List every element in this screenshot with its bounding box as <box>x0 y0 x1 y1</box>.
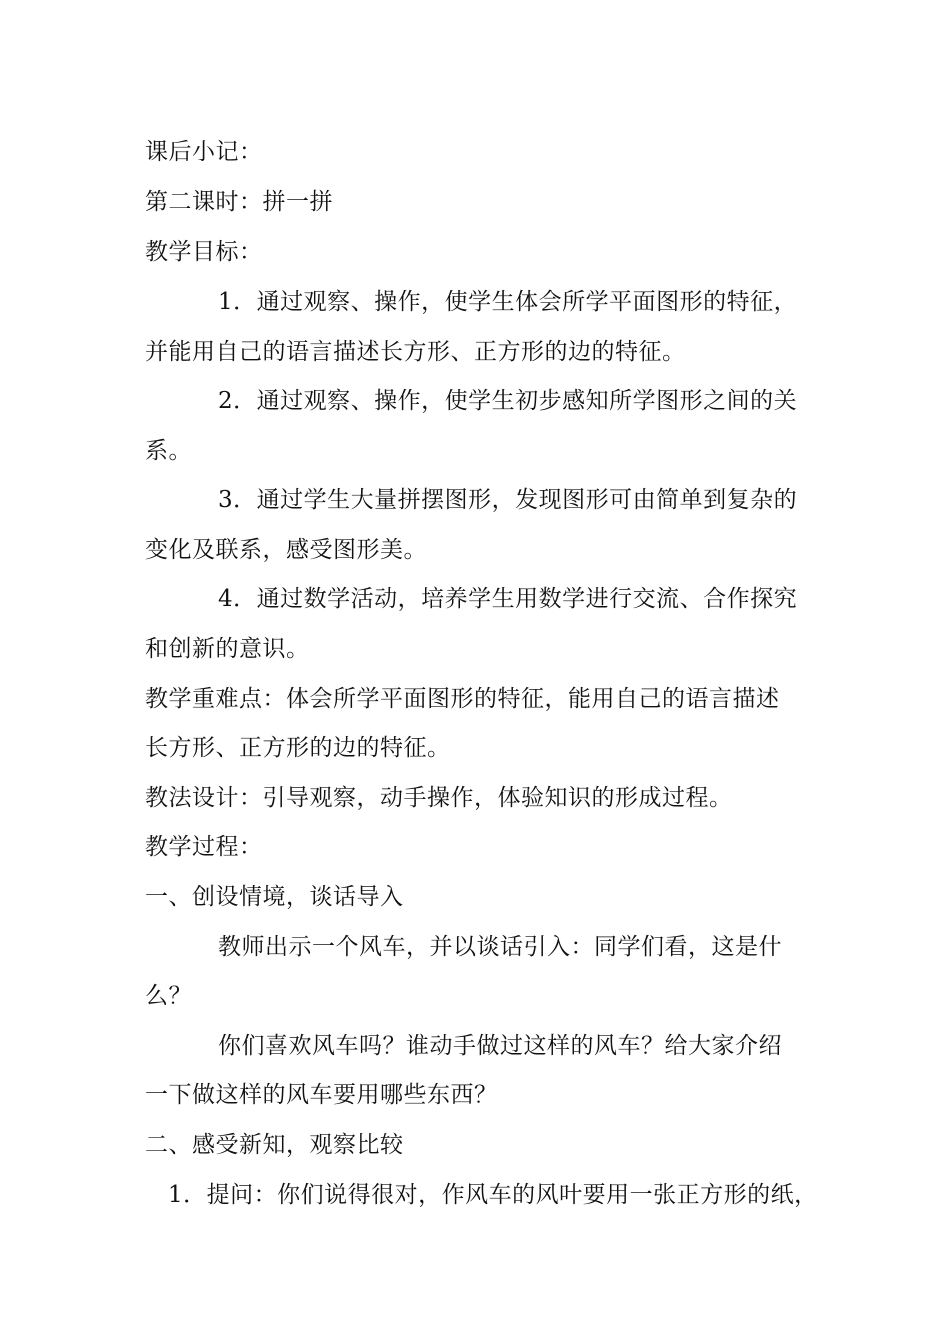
objective-1-line-1: 1．通过观察、操作，使学生体会所学平面图形的特征， <box>218 289 798 315</box>
section-two-item-1: 1．提问：你们说得很对，作风车的风叶要用一张正方形的纸， <box>168 1182 818 1208</box>
section-one-para-1-line-2: 么？ <box>145 983 192 1009</box>
lesson-title: 第二课时：拼一拼 <box>145 189 333 215</box>
section-one-heading: 一、创设情境，谈话导入 <box>145 884 404 910</box>
after-class-notes-heading: 课后小记： <box>145 139 263 165</box>
section-one-para-1-line-1: 教师出示一个风车，并以谈话引入：同学们看，这是什 <box>218 934 782 960</box>
objective-4-line-1: 4．通过数学活动，培养学生用数学进行交流、合作探究 <box>218 586 798 612</box>
section-one-para-2-line-2: 一下做这样的风车要用哪些东西？ <box>145 1082 498 1108</box>
objective-1-line-2: 并能用自己的语言描述长方形、正方形的边的特征。 <box>145 339 686 365</box>
key-difficulties-line-2: 长方形、正方形的边的特征。 <box>145 735 451 761</box>
objective-3-line-2: 变化及联系，感受图形美。 <box>145 537 427 563</box>
objective-3-line-1: 3．通过学生大量拼摆图形，发现图形可由简单到复杂的 <box>218 487 798 513</box>
key-difficulties-line-1: 教学重难点：体会所学平面图形的特征，能用自己的语言描述 <box>145 686 780 712</box>
process-heading: 教学过程： <box>145 834 263 860</box>
objective-4-line-2: 和创新的意识。 <box>145 636 310 662</box>
objective-2-line-1: 2．通过观察、操作，使学生初步感知所学图形之间的关 <box>218 388 798 414</box>
teaching-method: 教法设计：引导观察，动手操作，体验知识的形成过程。 <box>145 785 733 811</box>
section-one-para-2-line-1: 你们喜欢风车吗？谁动手做过这样的风车？给大家介绍 <box>218 1033 782 1059</box>
objectives-heading: 教学目标： <box>145 239 263 265</box>
objective-2-line-2: 系。 <box>145 438 192 464</box>
section-two-heading: 二、感受新知，观察比较 <box>145 1132 404 1158</box>
